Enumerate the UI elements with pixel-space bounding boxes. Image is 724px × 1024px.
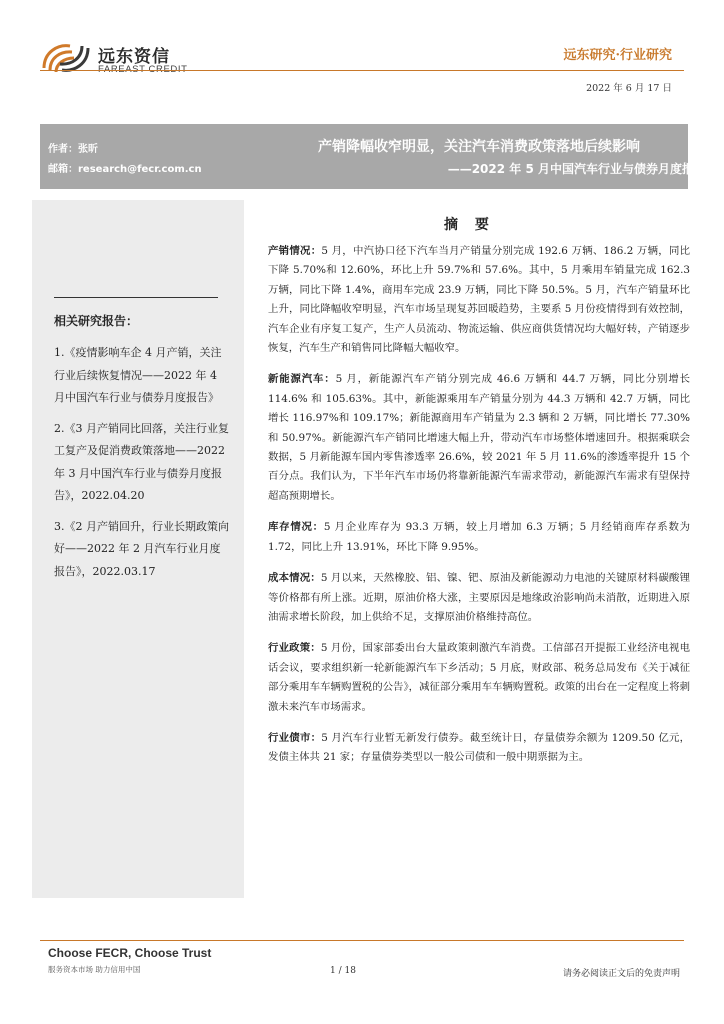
related-report-item[interactable]: 3.《2 月产销回升，行业长期政策向好——2022 年 2 月汽车行业月度报告》，2022.03.17 <box>54 519 229 578</box>
related-reports-list <box>54 342 230 591</box>
paragraph-label: 成本情况： <box>268 572 321 585</box>
abstract-paragraph <box>268 729 690 768</box>
logo-chinese-name: 远东资信 <box>98 47 170 67</box>
author-email[interactable]: 邮箱：research@fecr.com.cn <box>48 164 202 175</box>
paragraph-text: 5 月，新能源汽车产销分别完成 46.6 万辆和 44.7 万辆，同比分别增长 114.6% 和 105.63%。其中，新能源乘用车产销量分别为 44.3 万辆和 42.7 万辆，同比增长 116.97%和 109.17%；新能源商用车产销量为 2.3 辆和 2 万辆，同比增长 77.30%和 50.97%。新能源汽车产销同比增速大幅上升，带动汽车市场整体增速回升。根据乘联会数据，5 月新能源车国内零售渗透率 26.6%，较 2021 年 5 月 11.6%的渗透率提升 15 个百分点。我们认为，下半年汽车市场仍将靠新能源汽车需求带动，新能源汽车需求有望保持超高预期增长。 <box>268 373 690 502</box>
footer-divider <box>40 940 684 941</box>
footer-slogan: Choose FECR, Choose Trust <box>48 946 212 960</box>
abstract-title: 摘 要 <box>444 217 495 233</box>
sidebar-divider <box>54 297 218 298</box>
title-band <box>40 124 688 189</box>
report-title: 产销降幅收窄明显，关注汽车消费政策落地后续影响 <box>318 139 640 155</box>
report-subtitle: ——2022 年 5 月中国汽车行业与债券月度报告 <box>447 162 706 176</box>
related-report-item[interactable]: 2.《3 月产销同比回落，关注行业复工复产及促消费政策落地——2022 年 3 月中国汽车行业与债券月度报告》，2022.04.20 <box>54 421 229 502</box>
paragraph-text: 5 月汽车行业暂无新发行债券。截至统计日，存量债券余额为 1209.50 亿元，发债主体共 21 家；存量债券类型以一般公司债和一般中期票据为主。 <box>268 731 691 764</box>
report-series: 远东研究·行业研究 <box>563 48 672 63</box>
header-divider <box>40 70 684 71</box>
paragraph-label: 产销情况： <box>268 245 322 257</box>
abstract-paragraph <box>268 569 690 627</box>
page-number: 1 / 18 <box>330 966 356 976</box>
paragraph-text: 5 月份，国家部委出台大量政策刺激汽车消费。工信部召开提振工业经济电视电话会议，要求组织新一轮新能源汽车下乡活动；5 月底，财政部、税务总局发布《关于减征部分乘用车车辆购置税的公告》，减征部分乘用车车辆购置税。政策的出台在一定程度上将刺激未来汽车市场需求。 <box>268 642 691 713</box>
abstract-paragraph <box>268 370 690 506</box>
abstract-body <box>268 242 690 780</box>
related-reports-heading: 相关研究报告： <box>54 314 139 328</box>
paragraph-label: 行业债市： <box>268 731 322 744</box>
paragraph-text: 5 月企业库存为 93.3 万辆，较上月增加 6.3 万辆；5 月经销商库存系数为 1.72，同比上升 13.91%，环比下降 9.95%。 <box>268 521 690 553</box>
footer-tagline: 服务资本市场 助力信用中国 <box>48 965 141 974</box>
report-date: 2022 年 6 月 17 日 <box>586 83 672 94</box>
related-report-item[interactable]: 1.《疫情影响车企 4 月产销，关注行业后续恢复情况——2022 年 4 月中国汽车行业与债券月度报告》 <box>54 346 222 404</box>
paragraph-text: 5 月以来，天然橡胶、铝、镍、钯、原油及新能源动力电池的关键原材料碳酸锂等价格都有所上涨。近期，原油价格大涨，主要原因是地缘政治影响尚未消散，近期进入原油需求增长阶段，加上供给不足，支撑原油价格维持高位。 <box>268 572 691 623</box>
paragraph-label: 行业政策： <box>268 642 321 655</box>
company-logo <box>40 40 220 80</box>
disclaimer-note: 请务必阅读正文后的免责声明 <box>562 969 680 979</box>
author: 作者：张昕 <box>48 144 98 155</box>
abstract-paragraph <box>268 242 690 358</box>
abstract-paragraph <box>268 518 690 557</box>
abstract-paragraph <box>268 639 690 717</box>
paragraph-label: 新能源汽车： <box>268 373 336 386</box>
paragraph-label: 库存情况： <box>268 521 324 534</box>
paragraph-text: 5 月，中汽协口径下汽车当月产销量分别完成 192.6 万辆、186.2 万辆，同比下降 5.70%和 12.60%，环比上升 59.7%和 57.6%。其中，5 月乘用车销量完成 162.3 万辆，同比下降 1.4%，商用车完成 23.9 万辆，同比下降 50.5%。5 月，汽车产销量环比上升，同比降幅收窄明显，汽车市场呈现复苏回暖趋势，主要系 5 月份疫情得到有效控制，汽车企业有序复工复产，生产人员流动、物流运输、供应商供货情况均大幅好转，产销逐步恢复，汽车生产和销售同比降幅大幅收窄。 <box>268 245 691 355</box>
